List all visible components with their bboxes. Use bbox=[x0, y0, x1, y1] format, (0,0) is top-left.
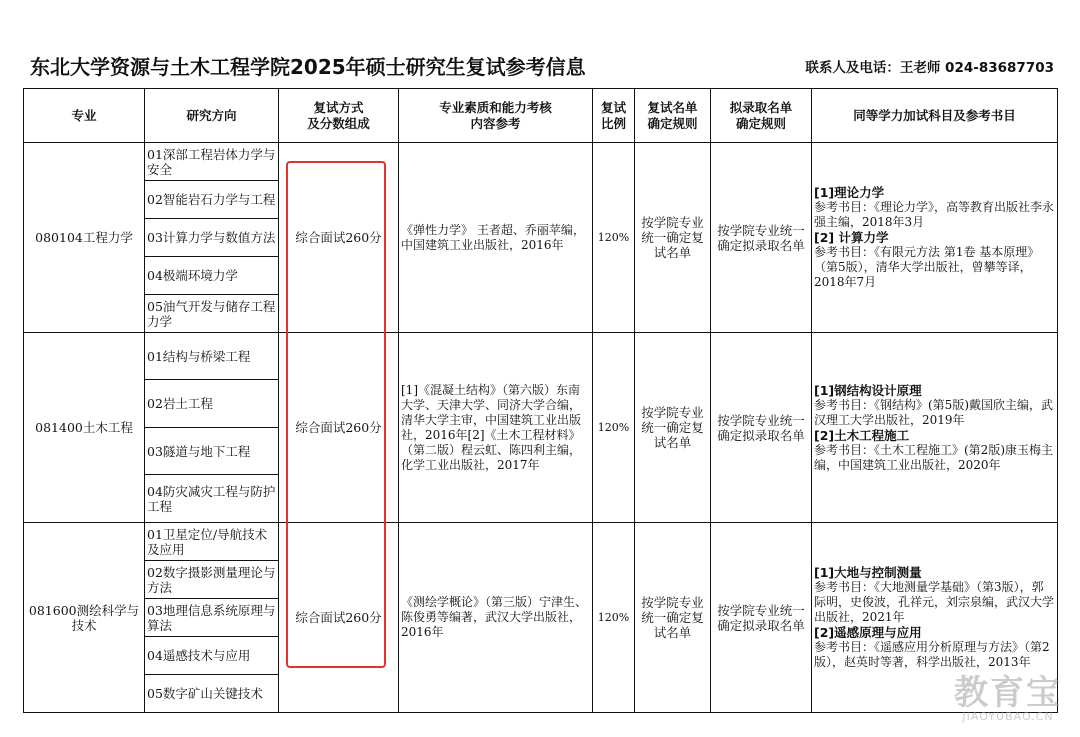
direction-cell: 01结构与桥梁工程 bbox=[145, 333, 279, 380]
equiv-reference: 参考书目：《有限元方法 第1卷 基本原理》（第5版），清华大学出版社，曾攀等译，2018年7月 bbox=[814, 245, 1040, 289]
equiv-cell bbox=[812, 333, 1058, 523]
list-rule-cell: 按学院专业统一确定复试名单 bbox=[635, 333, 711, 523]
major-cell: 081400土木工程 bbox=[24, 333, 145, 523]
table-row bbox=[24, 333, 1058, 380]
equiv-reference: 参考书目：《遥感应用分析原理与方法》（第2版），赵英时等著，科学出版社，2013年 bbox=[814, 640, 1050, 669]
ratio-cell: 120% bbox=[593, 333, 635, 523]
equiv-subject: [1]理论力学 bbox=[814, 185, 885, 200]
watermark-main: 教育宝 bbox=[954, 673, 1062, 713]
equiv-subject: [1]钢结构设计原理 bbox=[814, 382, 922, 398]
major-cell: 080104工程力学 bbox=[24, 143, 145, 333]
list-rule-cell: 按学院专业统一确定复试名单 bbox=[635, 143, 711, 333]
watermark-logo bbox=[954, 673, 1062, 723]
reference-cell: 《测绘学概论》（第三版）宁津生、陈俊勇等编著，武汉大学出版社，2016年 bbox=[399, 523, 593, 713]
header-ratio: 复试 比例 bbox=[593, 89, 635, 143]
table-row bbox=[24, 523, 1058, 561]
method-cell: 综合面试260分 bbox=[279, 143, 399, 333]
direction-cell: 03计算力学与数值方法 bbox=[145, 219, 279, 257]
header-admit-rule: 拟录取名单 确定规则 bbox=[711, 89, 812, 143]
method-cell: 综合面试260分 bbox=[279, 523, 399, 713]
direction-cell: 05数字矿山关键技术 bbox=[145, 675, 279, 713]
ratio-cell: 120% bbox=[593, 523, 635, 713]
equiv-reference: 参考书目：《大地测量学基础》（第3版），郭际明，史俊波，孔祥元，刘宗泉编，武汉大学出版社，2021年 bbox=[814, 580, 1055, 624]
reference-cell: [1]《混凝土结构》（第六版）东南大学、天津大学、同济大学合编，清华大学主审，中国建筑工业出版社，2016年[2]《土木工程材料》（第二版）程云虹、陈四利主编，化学工业出版社，2017年 bbox=[399, 333, 593, 523]
equiv-subject: [1]大地与控制测量 bbox=[814, 565, 922, 580]
equiv-subject: [2] 计算力学 bbox=[814, 230, 889, 245]
reference-cell: 《弹性力学》 王者超、乔丽苹编，中国建筑工业出版社，2016年 bbox=[399, 143, 593, 333]
header-list-rule: 复试名单 确定规则 bbox=[635, 89, 711, 143]
equiv-reference: 参考书目：《理论力学》，高等教育出版社李永强主编，2018年3月 bbox=[814, 200, 1055, 229]
direction-cell: 04防灾减灾工程与防护工程 bbox=[145, 475, 279, 523]
equiv-reference: 参考书目：《土木工程施工》(第2版)康玉梅主编，中国建筑工业出版社，2020年 bbox=[814, 442, 1053, 472]
table-row bbox=[24, 143, 1058, 181]
header-direction: 研究方向 bbox=[145, 89, 279, 143]
direction-cell: 03地理信息系统原理与算法 bbox=[145, 599, 279, 637]
direction-cell: 02岩土工程 bbox=[145, 380, 279, 428]
direction-cell: 05油气开发与储存工程力学 bbox=[145, 295, 279, 333]
equiv-subject: [2]土木工程施工 bbox=[814, 427, 910, 443]
method-cell: 综合面试260分 bbox=[279, 333, 399, 523]
watermark-sub: JIAOYUBAO.CN bbox=[962, 710, 1054, 723]
equiv-subject: [2]遥感原理与应用 bbox=[814, 625, 922, 640]
admit-rule-cell: 按学院专业统一确定拟录取名单 bbox=[711, 523, 812, 713]
direction-cell: 04遥感技术与应用 bbox=[145, 637, 279, 675]
direction-cell: 04极端环境力学 bbox=[145, 257, 279, 295]
admit-rule-cell: 按学院专业统一确定拟录取名单 bbox=[711, 143, 812, 333]
ratio-cell: 120% bbox=[593, 143, 635, 333]
list-rule-cell: 按学院专业统一确定复试名单 bbox=[635, 523, 711, 713]
admit-rule-cell: 按学院专业统一确定拟录取名单 bbox=[711, 333, 812, 523]
direction-cell: 02数字摄影测量理论与方法 bbox=[145, 561, 279, 599]
info-table bbox=[23, 88, 1058, 713]
direction-cell: 03隧道与地下工程 bbox=[145, 428, 279, 475]
header-major: 专业 bbox=[24, 89, 145, 143]
equiv-reference: 参考书目：《钢结构》(第5版)戴国欣主编，武汉理工大学出版社，2019年 bbox=[814, 397, 1053, 427]
direction-cell: 01深部工程岩体力学与安全 bbox=[145, 143, 279, 181]
header-row bbox=[24, 89, 1058, 143]
equiv-cell bbox=[812, 143, 1058, 333]
header-method: 复试方式 及分数组成 bbox=[279, 89, 399, 143]
header-equiv: 同等学力加试科目及参考书目 bbox=[812, 89, 1058, 143]
page-title: 东北大学资源与土木工程学院2025年硕士研究生复试参考信息 bbox=[30, 55, 586, 79]
header-quality: 专业素质和能力考核 内容参考 bbox=[399, 89, 593, 143]
major-cell: 081600测绘科学与技术 bbox=[24, 523, 145, 713]
direction-cell: 01卫星定位/导航技术及应用 bbox=[145, 523, 279, 561]
contact-info: 联系人及电话：王老师 024-83687703 bbox=[805, 60, 1054, 76]
direction-cell: 02智能岩石力学与工程 bbox=[145, 181, 279, 219]
